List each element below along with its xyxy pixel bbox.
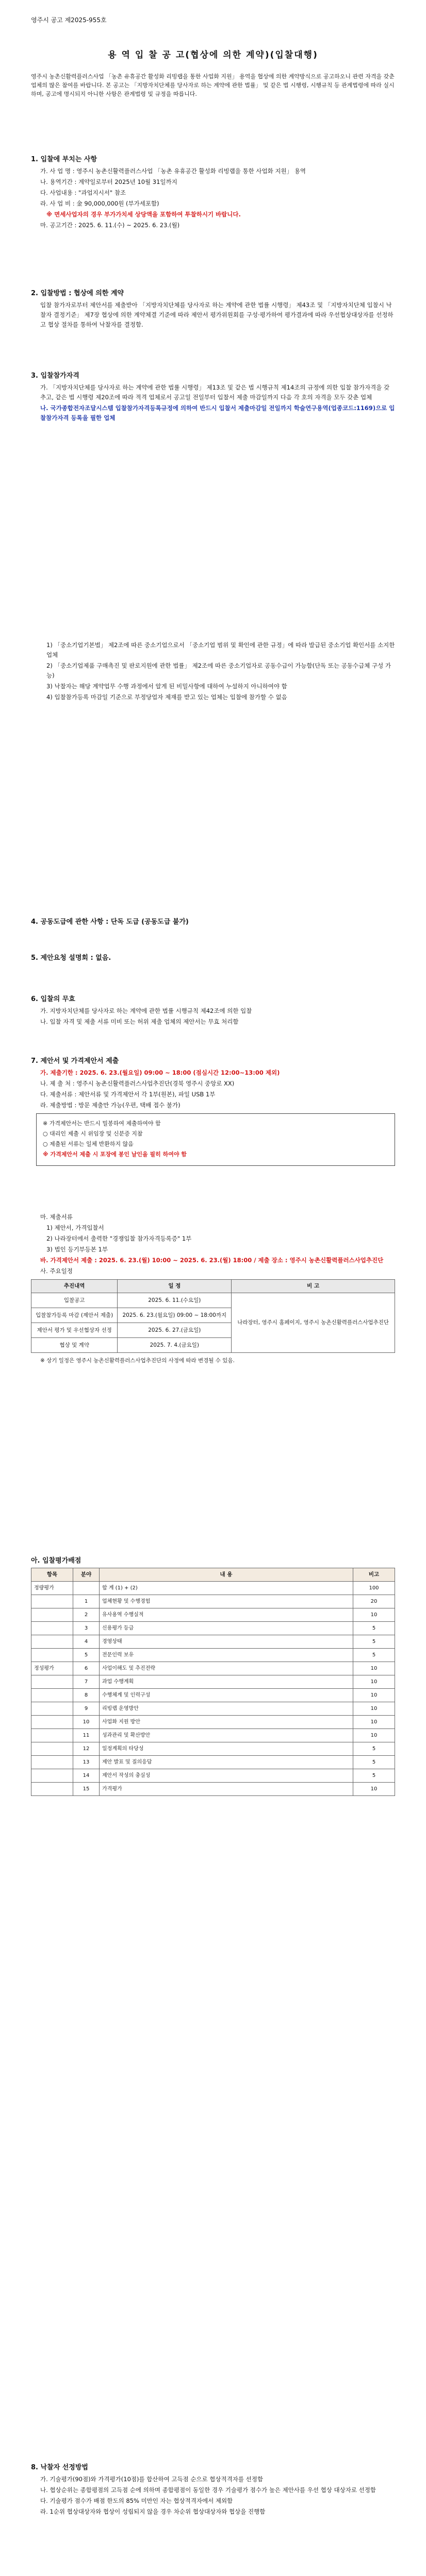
s1-line: 나. 용역기간 : 계약일로부터 2025년 10월 31일까지	[40, 178, 177, 185]
s1-note: ※ 면세사업자의 경우 부가가치세 상당액을 포함하여 투찰하시기 바랍니다.	[46, 211, 241, 218]
cell: 5	[353, 1742, 395, 1756]
s7-line: 마. 제출서류	[40, 1213, 73, 1221]
section-5-title: 5. 제안요청 설명회 : 없음.	[31, 954, 111, 962]
box-line: ※ 가격제안서 제출 시 포장에 봉인 날인을 필히 하여야 함	[43, 1151, 187, 1158]
cell: 2025. 7. 4.(금요일)	[118, 1338, 232, 1353]
cell	[31, 1622, 73, 1635]
section-2-title: 2. 입찰방법 : 협상에 의한 계약	[31, 290, 124, 297]
cell: 10	[353, 1716, 395, 1729]
cell: 협상 및 계약	[31, 1338, 118, 1353]
s1-line: 다. 사업내용 : "과업지시서" 참조	[40, 189, 126, 196]
table-row	[31, 1742, 395, 1756]
s1-line: 마. 공고기간 : 2025. 6. 11.(수) ~ 2025. 6. 23.(월)	[40, 222, 180, 229]
cell: 정성평가	[31, 1662, 73, 1675]
cell: 성과관리 및 확산방안	[100, 1729, 353, 1742]
cell: 10	[353, 1675, 395, 1689]
schedule-header: 일 정	[118, 1280, 232, 1293]
eval-header: 분야	[73, 1568, 100, 1582]
cell: 5	[353, 1649, 395, 1662]
s2-line: 입찰 참가자로부터 제안서를 제출받아 「지방자치단체를 당사자로 하는 계약에 관한 법률 시행령」 제43조 및 「지방자치단체 입찰시 낙찰자 결정기준」 제7장 협상에 의한 계약체결 기준에 따라 제안서 평가위원회를 구성·평가하여 평가결과에 따라 우선협상대상자를 선정하고 협상 절차를 통하여 낙찰자를 결정함.	[40, 301, 394, 328]
cell: 3	[73, 1622, 100, 1635]
section-4-title: 4. 공동도급에 관한 사항 : 단독 도급 (공동도급 불가)	[31, 918, 189, 926]
cell: 사업화 지원 방안	[100, 1716, 353, 1729]
cell	[31, 1689, 73, 1702]
table-row	[31, 1608, 395, 1622]
cell: 13	[73, 1756, 100, 1769]
cell: 6	[73, 1662, 100, 1675]
table-row	[31, 1622, 395, 1635]
cell: 제안서 평가 및 우선협상자 선정	[31, 1323, 118, 1338]
schedule-header: 추진내역	[31, 1280, 118, 1293]
cell: 10	[353, 1783, 395, 1796]
table-row	[31, 1729, 395, 1742]
box-line: ○ 제출된 서류는 일체 반환하지 않음	[43, 1141, 134, 1147]
cell: 신용평가 등급	[100, 1622, 353, 1635]
s3-line: 4) 입찰참가등록 마감일 기준으로 부정당업자 제재를 받고 있는 업체는 입찰에 참가할 수 없음	[46, 693, 287, 701]
s3-line: 가. 「지방자치단체를 당사자로 하는 계약에 관한 법률 시행령」 제13조 및 같은 법 시행규칙 제14조의 규정에 의한 입찰 참가자격을 갖추고, 같은 법 시행령 제20조에 따라 적격 업체로서 공고일 전일부터 입찰서 제출 마감일까지 다음 각 호의 자격을 모두 갖춘 업체	[40, 384, 390, 401]
evaluation-title: 아. 입찰평가배점	[31, 1557, 81, 1565]
s1-line: 가. 사 업 명 : 영주시 농촌신활력플러스사업 「농촌 유휴공간 활성화 리빙랩을 통한 사업화 지원」 용역	[40, 167, 306, 175]
cell	[73, 1582, 100, 1595]
eval-header: 항목	[31, 1568, 73, 1582]
cell: 과업 수행계획	[100, 1675, 353, 1689]
s7-line: 가. 제출기한 : 2025. 6. 23.(월요일) 09:00 ~ 18:00 (점심시간 12:00~13:00 제외)	[40, 1069, 280, 1076]
notice-number: 영주시 공고 제2025-955호	[31, 16, 107, 24]
section-7	[31, 1056, 395, 1367]
s7-line: 1) 제안서, 가격입찰서	[46, 1224, 104, 1231]
cell: 5	[353, 1769, 395, 1783]
cell: 가격평가	[100, 1783, 353, 1796]
cell: 2025. 6. 27.(금요일)	[118, 1323, 232, 1338]
s6-line: 가. 지방자치단체를 당사자로 하는 계약에 관한 법률 시행규칙 제42조에 의한 입찰	[40, 1007, 252, 1014]
submission-notice-box	[36, 1113, 395, 1166]
section-1	[31, 155, 395, 231]
cell	[31, 1783, 73, 1796]
cell: 10	[353, 1689, 395, 1702]
section-8	[31, 2463, 395, 2518]
s3-line: 3) 낙찰자는 해당 계약업무 수행 과정에서 알게 된 비밀사항에 대하여 누설하지 아니하여야 함	[46, 683, 287, 690]
cell: 5	[353, 1756, 395, 1769]
section-2	[31, 289, 395, 331]
section-evaluation	[31, 1556, 395, 1796]
table-row	[31, 1649, 395, 1662]
s8-line: 나. 협상순위는 종합평점의 고득점 순에 의하며 종합평점이 동일한 경우 기술평가 점수가 높은 제안사를 우선 협상 대상자로 선정함	[40, 2486, 376, 2494]
schedule-header: 비 고	[232, 1280, 395, 1293]
s7-line: 2) 나라장터에서 출력한 "경쟁입찰 참가자격등록증" 1부	[46, 1235, 192, 1242]
cell: 11	[73, 1729, 100, 1742]
cell: 15	[73, 1783, 100, 1796]
cell: 10	[353, 1729, 395, 1742]
table-row	[31, 1582, 395, 1595]
cell: 10	[353, 1702, 395, 1716]
s8-line: 라. 1순위 협상대상자와 협상이 성립되지 않을 경우 차순위 협상대상자와 협상을 진행함	[40, 2508, 266, 2515]
cell	[31, 1702, 73, 1716]
s8-line: 가. 기술평가(90점)와 가격평가(10점)를 합산하여 고득점 순으로 협상적격자를 선정함	[40, 2476, 263, 2483]
cell: 10	[353, 1662, 395, 1675]
schedule-table	[31, 1279, 395, 1353]
cell: 유사용역 수행실적	[100, 1608, 353, 1622]
cell: 20	[353, 1595, 395, 1608]
s3-line: 나. 국가종합전자조달시스템 입찰참가자격등록규정에 의하여 반드시 입찰서 제출마감일 전일까지 학술연구용역(업종코드:1169)으로 입찰참가자격 등록을 필한 업체	[40, 404, 395, 421]
table-row	[31, 1675, 395, 1689]
cell: 10	[73, 1716, 100, 1729]
table-row	[31, 1293, 395, 1308]
cell: 2025. 6. 11.(수요일)	[118, 1293, 232, 1308]
s7-line: 나. 제 출 처 : 영주시 농촌신활력플러스사업추진단(경북 영주시 중앙로 XX)	[40, 1080, 235, 1087]
box-line: ※ 가격제안서는 반드시 밀봉하여 제출하여야 함	[43, 1120, 161, 1127]
cell: 업체현황 및 수행경험	[100, 1595, 353, 1608]
cell: 정량평가	[31, 1582, 73, 1595]
cell	[31, 1729, 73, 1742]
cell: 1	[73, 1595, 100, 1608]
section-5	[31, 953, 395, 965]
s3-line: 2) 「중소기업제품 구매촉진 및 판로지원에 관한 법률」 제2조에 따른 중소기업자로 공동수급이 가능함(단독 또는 공동수급체 구성 가능)	[46, 662, 391, 679]
cell	[31, 1716, 73, 1729]
cell: 7	[73, 1675, 100, 1689]
cell	[31, 1635, 73, 1649]
s3-line: 1) 「중소기업기본법」 제2조에 따른 중소기업으로서 「중소기업 범위 및 확인에 관한 규정」에 따라 발급된 중소기업 확인서를 소지한 업체	[46, 641, 395, 658]
table-row	[31, 1662, 395, 1675]
cell: 수행체계 및 인력구성	[100, 1689, 353, 1702]
cell: 일정계획의 타당성	[100, 1742, 353, 1756]
cell	[31, 1649, 73, 1662]
section-8-title: 8. 낙찰자 선정방법	[31, 2464, 88, 2471]
cell: 10	[353, 1608, 395, 1622]
box-line: ○ 대리인 제출 시 위임장 및 신분증 지참	[43, 1130, 143, 1137]
cell	[31, 1769, 73, 1783]
cell: 제안서 작성의 충실성	[100, 1769, 353, 1783]
cell: 12	[73, 1742, 100, 1756]
section-1-title: 1. 입찰에 부치는 사항	[31, 156, 97, 163]
notice-title: 용 역 입 찰 공 고(협상에 의한 계약)(입찰대행)	[108, 50, 318, 60]
s7-line: 다. 제출서류 : 제안서류 및 가격제안서 각 1부(원본), 파일 USB 1부	[40, 1091, 216, 1098]
schedule-note: ※ 상기 일정은 영주시 농촌신활력플러스사업추진단의 사정에 따라 변경될 수 있음.	[40, 1358, 235, 1364]
cell: 합 계 (1) + (2)	[100, 1582, 353, 1595]
cell: 100	[353, 1582, 395, 1595]
table-row	[31, 1783, 395, 1796]
table-row	[31, 1756, 395, 1769]
table-row	[31, 1689, 395, 1702]
s7-line: 라. 제출방법 : 방문 제출만 가능(우편, 택배 접수 불가)	[40, 1101, 181, 1109]
intro-paragraph: 영주시 농촌신활력플러스사업 「농촌 유휴공간 활성화 리빙랩을 통한 사업화 지원」 용역을 협상에 의한 계약방식으로 공고하오니 관련 자격을 갖춘 업체의 많은 참여를 바랍니다. 본 공고는 「지방자치단체를 당사자로 하는 계약에 관한 법률」 및 같은 법 시행령, 시행규칙 등 관계법령에 따라 실시하며, 공고에 명시되지 아니한 사항은 관계법령 및 규정을 따릅니다.	[31, 73, 395, 97]
section-4	[31, 917, 395, 929]
s7-line: 3) 법인 등기부등본 1부	[46, 1246, 108, 1253]
cell: 8	[73, 1689, 100, 1702]
cell	[31, 1675, 73, 1689]
table-row	[31, 1595, 395, 1608]
cell: 14	[73, 1769, 100, 1783]
eval-header: 내 용	[100, 1568, 353, 1582]
cell: 9	[73, 1702, 100, 1716]
cell: 5	[353, 1635, 395, 1649]
table-row	[31, 1702, 395, 1716]
s6-line: 나. 입찰 자격 및 제출 서류 미비 또는 허위 제출 업체의 제안서는 무효 처리함	[40, 1018, 239, 1025]
cell: 4	[73, 1635, 100, 1649]
cell: 2	[73, 1608, 100, 1622]
cell: 5	[73, 1649, 100, 1662]
cell: 입찰참가등록 마감 (제안서 제출)	[31, 1308, 118, 1323]
section-3-title: 3. 입찰참가자격	[31, 372, 79, 380]
section-6	[31, 994, 395, 1028]
cell: 전문인력 보유	[100, 1649, 353, 1662]
s8-line: 다. 기술평가 점수가 배점 한도의 85% 미만인 자는 협상적격자에서 제외함	[40, 2497, 233, 2504]
s7-line: 바. 가격제안서 제출 : 2025. 6. 23.(월) 10:00 ~ 2025. 6. 23.(월) 18:00 / 제출 장소 : 영주시 농촌신활력플러스사업추진단	[40, 1257, 384, 1264]
cell	[31, 1756, 73, 1769]
cell: 경영상태	[100, 1635, 353, 1649]
table-row	[31, 1635, 395, 1649]
s1-line: 라. 사 업 비 : 金 90,000,000원 (부가세포함)	[40, 200, 159, 207]
section-7-title: 7. 제안서 및 가격제안서 제출	[31, 1057, 119, 1065]
cell: 5	[353, 1622, 395, 1635]
section-3	[31, 371, 395, 703]
cell: 제안 발표 및 질의응답	[100, 1756, 353, 1769]
section-6-title: 6. 입찰의 무효	[31, 995, 75, 1003]
cell: 입찰공고	[31, 1293, 118, 1308]
cell: 사업이해도 및 추진전략	[100, 1662, 353, 1675]
cell	[31, 1595, 73, 1608]
cell: 2025. 6. 23.(월요일) 09:00 ~ 18:00까지	[118, 1308, 232, 1323]
eval-header: 비고	[353, 1568, 395, 1582]
table-row	[31, 1716, 395, 1729]
cell	[31, 1742, 73, 1756]
s7-line: 사. 주요일정	[40, 1267, 73, 1275]
table-row	[31, 1769, 395, 1783]
cell: 리빙랩 운영방안	[100, 1702, 353, 1716]
cell: 나라장터, 영주시 홈페이지, 영주시 농촌신활력플러스사업추진단	[232, 1293, 395, 1353]
cell	[31, 1608, 73, 1622]
evaluation-table	[31, 1568, 395, 1796]
